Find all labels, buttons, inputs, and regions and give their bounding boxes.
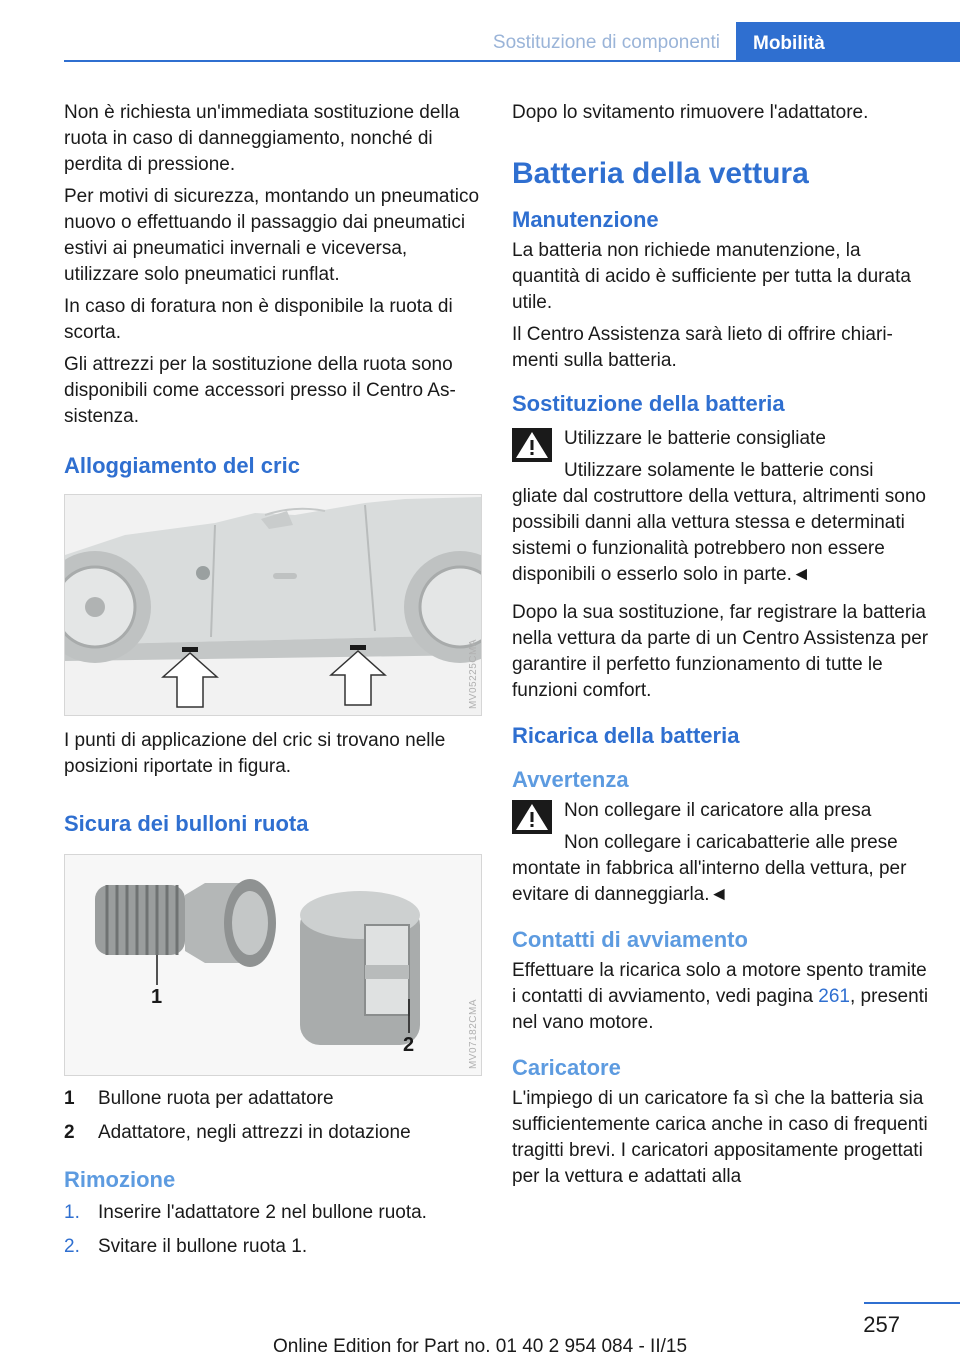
- step-item: [64, 1200, 484, 1226]
- figure-legend: [64, 1086, 484, 1146]
- paragraph-runflat: Per motivi di sicurezza, montando un pneumatico nuovo o effettuando il passaggio dai pneumatici estivi ai pneumatici invernali e viceversa, utilizzare solo pneumatici runflat.: [64, 186, 480, 285]
- contacts-text-before: Effettuare la ricarica solo a motore spento tramite i contatti di avviamento, vedi pagina: [512, 960, 927, 1007]
- jack-caption: I punti di applicazione del cric si trovano nelle posizioni riportate in figura.: [64, 730, 446, 777]
- paragraph-register-battery: Dopo la sua sostituzione, far registrare la batteria nella vettura da parte di un Centro Assistenza per garantire il perfetto funzionamento di tutte le funzioni comfort.: [512, 602, 929, 701]
- warning-title: Non collegare il caricatore alla presa: [564, 800, 872, 821]
- paragraph-damage: Non è richiesta un'immediata sostituzione della ruota in caso di danneggiamento, nonché di perdita di pressione.: [64, 102, 460, 175]
- step-item: [64, 1234, 484, 1260]
- warning-title: Utilizzare le batterie consigliate: [564, 428, 826, 449]
- heading-charger: Caricatore: [512, 1055, 621, 1080]
- heading-start-contacts: Contatti di avviamento: [512, 927, 748, 952]
- legend-number: 1: [64, 1088, 75, 1109]
- right-column: [512, 100, 932, 1196]
- paragraph-remove-adapter: Dopo lo svitamento rimuovere l'adattatore.: [512, 102, 869, 123]
- heading-vehicle-battery: Batteria della vettura: [512, 157, 809, 190]
- figure-code: MV07182CMA: [468, 998, 479, 1069]
- step-text: Svitare il bullone ruota 1.: [98, 1236, 308, 1257]
- paragraph-tools: Gli attrezzi per la sostituzione della ruota sono disponibili come accessori presso il Centro Assistenza.: [64, 354, 456, 427]
- jack-points-figure: [64, 494, 482, 716]
- page-number: 257: [863, 1312, 900, 1337]
- warning-triangle-icon: [512, 800, 552, 834]
- warning-body: montate in fabbrica all'interno della vettura, per evitare di danneggiarla.◄: [512, 858, 907, 905]
- figure-code: MV05225CMA: [468, 638, 479, 709]
- contacts-text-after: , presenti nel vano motore.: [512, 986, 929, 1033]
- bolt-adapter-illustration: [65, 855, 481, 1075]
- footer-rule: [864, 1302, 960, 1304]
- legend-text: Bullone ruota per adattatore: [98, 1088, 334, 1109]
- heading-maintenance: Manutenzione: [512, 207, 659, 232]
- paragraph-maintenance-free: La batteria non richiede manutenzione, la quantità di acido è sufficiente per tutta la durata utile.: [512, 240, 911, 313]
- heading-removal: Rimozione: [64, 1167, 176, 1192]
- callout-2: 2: [403, 1034, 415, 1056]
- heading-notice: Avvertenza: [512, 767, 629, 792]
- heading-battery-charging: Ricarica della batteria: [512, 723, 740, 748]
- paragraph-charger: L'impiego di un caricatore fa sì che la batteria sia sufficientemente carica anche in caso di frequenti tragitti brevi. I caricatori appositamente progettati per la vettura e adattati alla: [512, 1088, 928, 1187]
- callout-1: 1: [151, 986, 163, 1008]
- step-number: 2.: [64, 1236, 80, 1257]
- heading-jack-points: Alloggiamento del cric: [64, 453, 300, 478]
- warning-triangle-icon: [512, 428, 552, 462]
- car-side-illustration: [65, 495, 481, 715]
- left-column: [64, 100, 484, 1268]
- heading-wheel-lock: Sicura dei bulloni ruota: [64, 811, 309, 836]
- page-reference-link[interactable]: 261: [818, 986, 850, 1007]
- step-number: 1.: [64, 1202, 80, 1223]
- wheel-lock-figure: [64, 854, 482, 1076]
- step-text: Inserire l'adattatore 2 nel bullone ruota.: [98, 1202, 427, 1223]
- legend-item: [64, 1086, 484, 1112]
- warning-body-first-line: Utilizzare solamente le batterie consi: [564, 460, 874, 481]
- warning-body-first-line: Non collegare i caricabatterie alle prese: [564, 832, 898, 853]
- warning-body: gliate dal costruttore della vettura, altrimenti sono possibili danni alla vettura stessa e determinati sistemi o funzionalità potrebbero non essere disponibili o esserlo solo in parte.◄: [512, 486, 926, 585]
- paragraph-no-spare: In caso di foratura non è disponibile la ruota di scorta.: [64, 296, 453, 343]
- edition-footer: Online Edition for Part no. 01 40 2 954 084 - II/15: [272, 1336, 688, 1357]
- legend-text: Adattatore, negli attrezzi in dotazione: [98, 1122, 411, 1143]
- legend-item: [64, 1120, 484, 1146]
- warning-block: [512, 426, 932, 588]
- legend-number: 2: [64, 1122, 75, 1143]
- warning-block: [512, 798, 932, 908]
- running-header-section: Sostituzione di componenti: [492, 32, 720, 53]
- paragraph-service-info: Il Centro Assistenza sarà lieto di offrire chiarimenti sulla batteria.: [512, 324, 893, 371]
- chapter-tab: Mobilità: [736, 22, 960, 62]
- paragraph-start-contacts: [512, 958, 932, 1036]
- header-rule: [64, 60, 960, 62]
- heading-battery-replacement: Sostituzione della batteria: [512, 391, 785, 416]
- removal-steps: [64, 1200, 484, 1260]
